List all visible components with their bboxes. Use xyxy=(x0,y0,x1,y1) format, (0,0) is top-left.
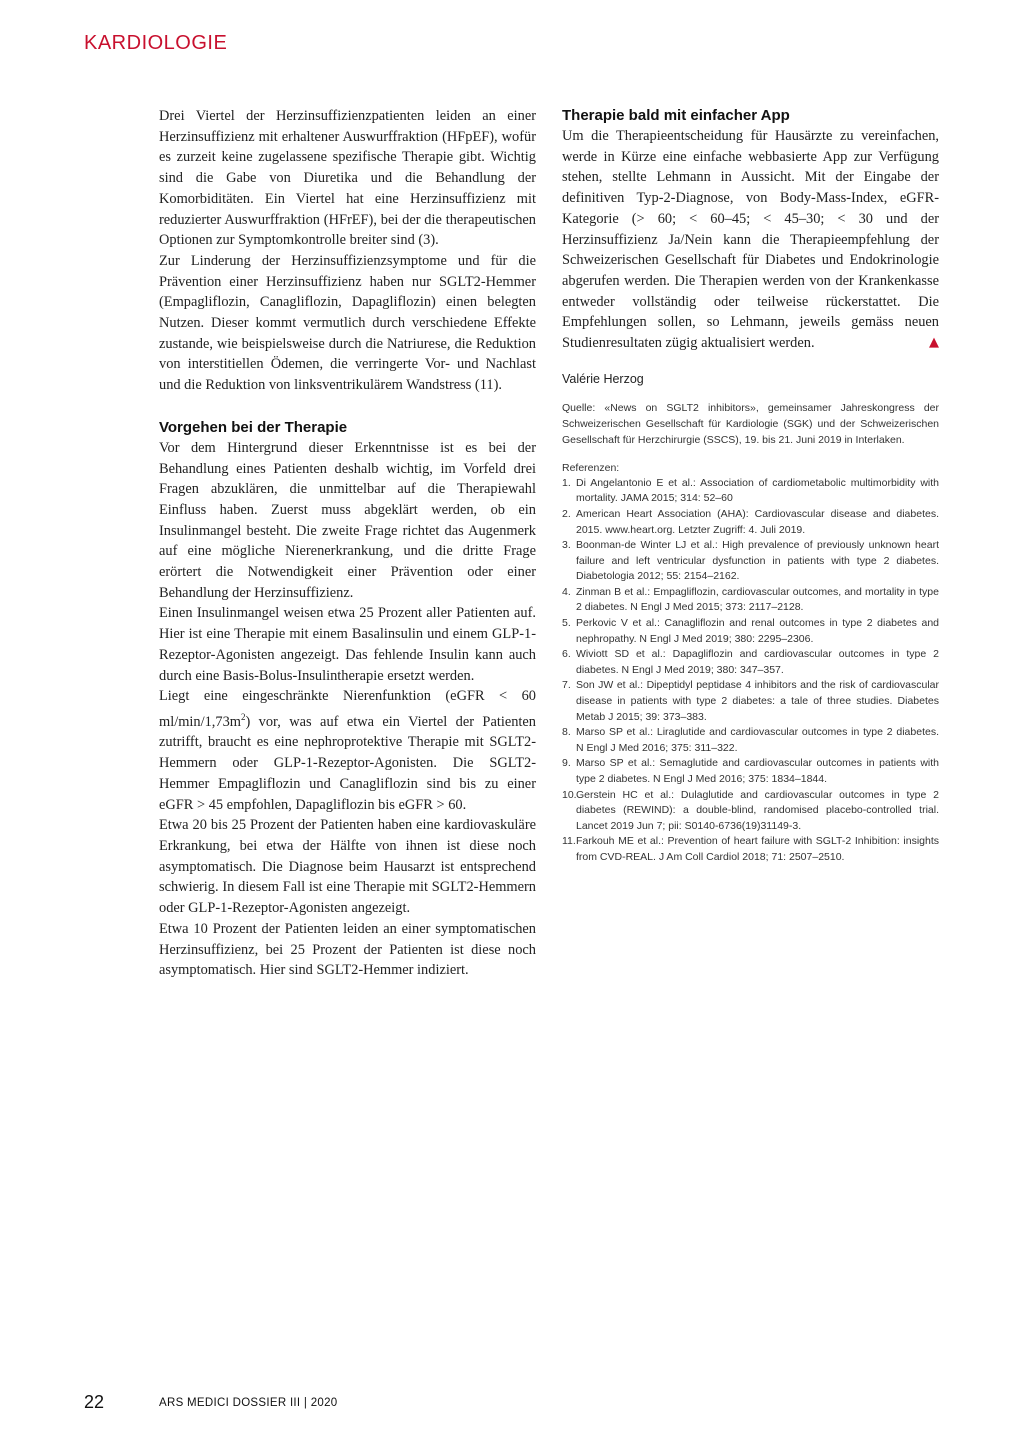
paragraph-text: ) vor, was auf etwa ein Viertel der Patienten zutrifft, braucht es eine nephroprotektive Therapie mit SGLT2-Hemmern oder GLP-1-Rezeptor-Agonisten. Die SGLT2-Hemmer Empagliflozin und Canagliflozin sind bis zu einer eGFR > 45 empfohlen, Dapagliflozin bis eGFR > 60. xyxy=(159,713,536,813)
journal-name: ARS MEDICI DOSSIER III | 2020 xyxy=(159,1397,338,1409)
reference-text: Di Angelantonio E et al.: Association of cardiometabolic multimorbidity with mortality. JAMA 2015; 314: 52–60 xyxy=(576,476,939,505)
reference-number: 6. xyxy=(562,648,571,661)
reference-number: 11. xyxy=(562,835,576,848)
reference-number: 8. xyxy=(562,726,571,739)
reference-item xyxy=(562,647,939,678)
paragraph-text: Liegt eine eingeschränkte Nierenfunktion (eGFR < 60 ml/min/1,73m xyxy=(159,688,536,730)
reference-text: American Heart Association (AHA): Cardiovascular disease and diabetes. 2015. www.heart.org. Letzter Zugriff: 4. Juli 2019. xyxy=(576,507,939,536)
reference-number: 10. xyxy=(562,788,577,801)
reference-number: 7. xyxy=(562,679,571,692)
reference-number: 4. xyxy=(562,585,571,598)
reference-number: 1. xyxy=(562,476,571,489)
reference-number: 3. xyxy=(562,539,571,552)
references-title: Referenzen: xyxy=(562,461,620,474)
reference-text: Farkouh ME et al.: Prevention of heart failure with SGLT-2 Inhibition: insights from CVD-REAL. J Am Coll Cardiol 2018; 71: 2507–2510. xyxy=(576,835,939,863)
reference-number: 5. xyxy=(562,617,571,630)
reference-item xyxy=(562,725,939,756)
paragraph: Etwa 10 Prozent der Patienten leiden an einer symptomatischen Herzinsuffizienz, bei 25 Prozent der Patienten ist diese noch asymptomatisch. Hier sind SGLT2-Hemmer indiziert. xyxy=(159,920,536,979)
paragraph xyxy=(159,686,536,815)
end-triangle-icon: ▲ xyxy=(929,335,939,351)
section-heading: Therapie bald mit einfacher App xyxy=(562,107,790,124)
reference-item xyxy=(562,756,939,787)
paragraph: Etwa 20 bis 25 Prozent der Patienten haben eine kardiovaskuläre Erkrankung, bei etwa der Hälfte von ihnen ist diese noch asymptomatisch. Die Diagnose beim Hausarzt ist entsprechend schwierig. In diesem Fall ist eine Therapie mit SGLT2-Hemmern oder GLP-1-Rezeptor-Agonisten angezeigt. xyxy=(159,817,536,917)
reference-item xyxy=(562,585,939,616)
paragraph: Drei Viertel der Herzinsuffizienzpatienten leiden an einer Herzinsuffizienz mit erhaltener Auswurffraktion (HFpEF), wofür es zurzeit keine zugelassene spezifische Therapie gibt. Wichtig sind die Gabe von Diuretika und die Behandlung der Komorbiditäten. Ein Viertel hat eine Herzinsuffizienz mit reduzierter Auswurffraktion (HFrEF), bei der die therapeutischen Optionen zur Symptomkontrolle breiter sind (3). xyxy=(159,108,536,249)
reference-item xyxy=(562,834,939,865)
page-number: 22 xyxy=(84,1392,105,1412)
reference-text: Boonman-de Winter LJ et al.: High prevalence of previously unknown heart failure and left ventricular dysfunction in patients with type 2 diabetes. Diabetologia 2012; 55: 2154–2162. xyxy=(576,539,939,583)
right-column xyxy=(562,106,939,866)
reference-number: 9. xyxy=(562,757,571,770)
source-note: Quelle: «News on SGLT2 inhibitors», gemeinsamer Jahreskongress der Schweizerischen Gesellschaft für Kardiologie (SGK) und der Schweizerischen Gesellschaft für Herzchirurgie (SSCS), 19. bis 21. Juni 2019 in Interlaken. xyxy=(562,401,939,446)
reference-text: Zinman B et al.: Empagliflozin, cardiovascular outcomes, and mortality in type 2 diabetes. N Engl J Med 2015; 373: 2117–2128. xyxy=(576,585,939,614)
reference-text: Marso SP et al.: Semaglutide and cardiovascular outcomes in patients with type 2 diabetes. N Engl J Med 2016; 375: 1834–1844. xyxy=(576,757,939,786)
reference-item xyxy=(562,538,939,585)
paragraph: Einen Insulinmangel weisen etwa 25 Prozent aller Patienten auf. Hier ist eine Therapie mit einem Basalinsulin und einem GLP-1-Rezeptor-Agonisten angezeigt. Das fehlende Insulin kann auch durch eine Basis-Bolus-Insulintherapie ersetzt werden. xyxy=(159,605,536,684)
reference-item xyxy=(562,476,939,507)
reference-item xyxy=(562,678,939,725)
references-list xyxy=(562,476,939,866)
reference-item xyxy=(562,616,939,647)
section-heading: Vorgehen bei der Therapie xyxy=(159,418,348,436)
reference-text: Son JW et al.: Dipeptidyl peptidase 4 inhibitors and the risk of cardiovascular disease in patients with type 2 diabetes: a tale of three studies. Diabetes Metab J 2015; 39: 373–383. xyxy=(576,679,939,723)
reference-text: Marso SP et al.: Liraglutide and cardiovascular outcomes in type 2 diabetes. N Engl J Med 2016; 375: 311–322. xyxy=(576,726,939,754)
reference-item xyxy=(562,788,939,835)
reference-number: 2. xyxy=(562,507,571,520)
paragraph-text: Um die Therapieentscheidung für Hausärzte zu vereinfachen, werde in Kürze eine einfache webbasierte App zur Verfügung stehen, stellte Lehmann in Aussicht. Mit der Eingabe der definitiven Typ-2-Diagnose, von Body-Mass-Index, eGFR-Kategorie (> 60; < 60–45; < 45–30; < 30 und der Herzinsuffizienz Ja/Nein kann die Therapieempfehlung der Schweizerischen Gesellschaft für Diabetes und Endokrinologie abgerufen werden. Die Therapien werden von der Krankenkasse entweder vollständig oder teilweise rückerstattet. Die Empfehlungen sollen, so Lehmann, jeweils gemäss neuen Studienresultaten zügig aktualisiert werden. xyxy=(562,128,939,352)
paragraph xyxy=(562,126,939,354)
reference-item xyxy=(562,507,939,538)
left-column xyxy=(159,106,536,981)
reference-text: Gerstein HC et al.: Dulaglutide and cardiovascular outcomes in type 2 diabetes (REWIND): a double-blind, randomised placebo-controlled trial. Lancet 2019 Jun 7; pii: S0140-6736(19)31149-3. xyxy=(576,788,939,832)
reference-text: Perkovic V et al.: Canagliflozin and renal outcomes in type 2 diabetes and nephropathy. N Engl J Med 2019; 380: 2295–2306. xyxy=(576,617,939,645)
paragraph: Vor dem Hintergrund dieser Erkenntnisse ist es bei der Behandlung eines Patienten deshalb wichtig, im Vorfeld drei Fragen abzuklären, die unmittelbar auf die Therapiewahl Einfluss haben. Zuerst muss abgeklärt werden, ob ein Insulinmangel besteht. Die zweite Frage richtet das Augenmerk auf eine mögliche Nierenerkrankung, und die dritte Frage erörtert die Notwendigkeit einer Prävention oder einer Behandlung der Herzinsuffizienz. xyxy=(159,439,536,601)
superscript: 2 xyxy=(240,711,246,722)
paragraph: Zur Linderung der Herzinsuffizienzsymptome und für die Prävention einer Herzinsuffizienz haben nur SGLT2-Hemmer (Empagliflozin, Canagliflozin, Dapagliflozin) einen belegten Nutzen. Dieser kommt vermutlich durch verschiedene Effekte zustande, wie beispielsweise durch die Natriurese, die Reduktion von interstitiellen Ödemen, die verringerte Vor- und Nachlast und die Reduktion von linksventrikulärem Wandstress (11). xyxy=(159,252,536,394)
reference-text: Wiviott SD et al.: Dapagliflozin and cardiovascular outcomes in type 2 diabetes. N Engl J Med 2019; 380: 347–357. xyxy=(576,648,939,676)
author-name: Valérie Herzog xyxy=(562,371,644,386)
section-label: KARDIOLOGIE xyxy=(84,32,228,54)
